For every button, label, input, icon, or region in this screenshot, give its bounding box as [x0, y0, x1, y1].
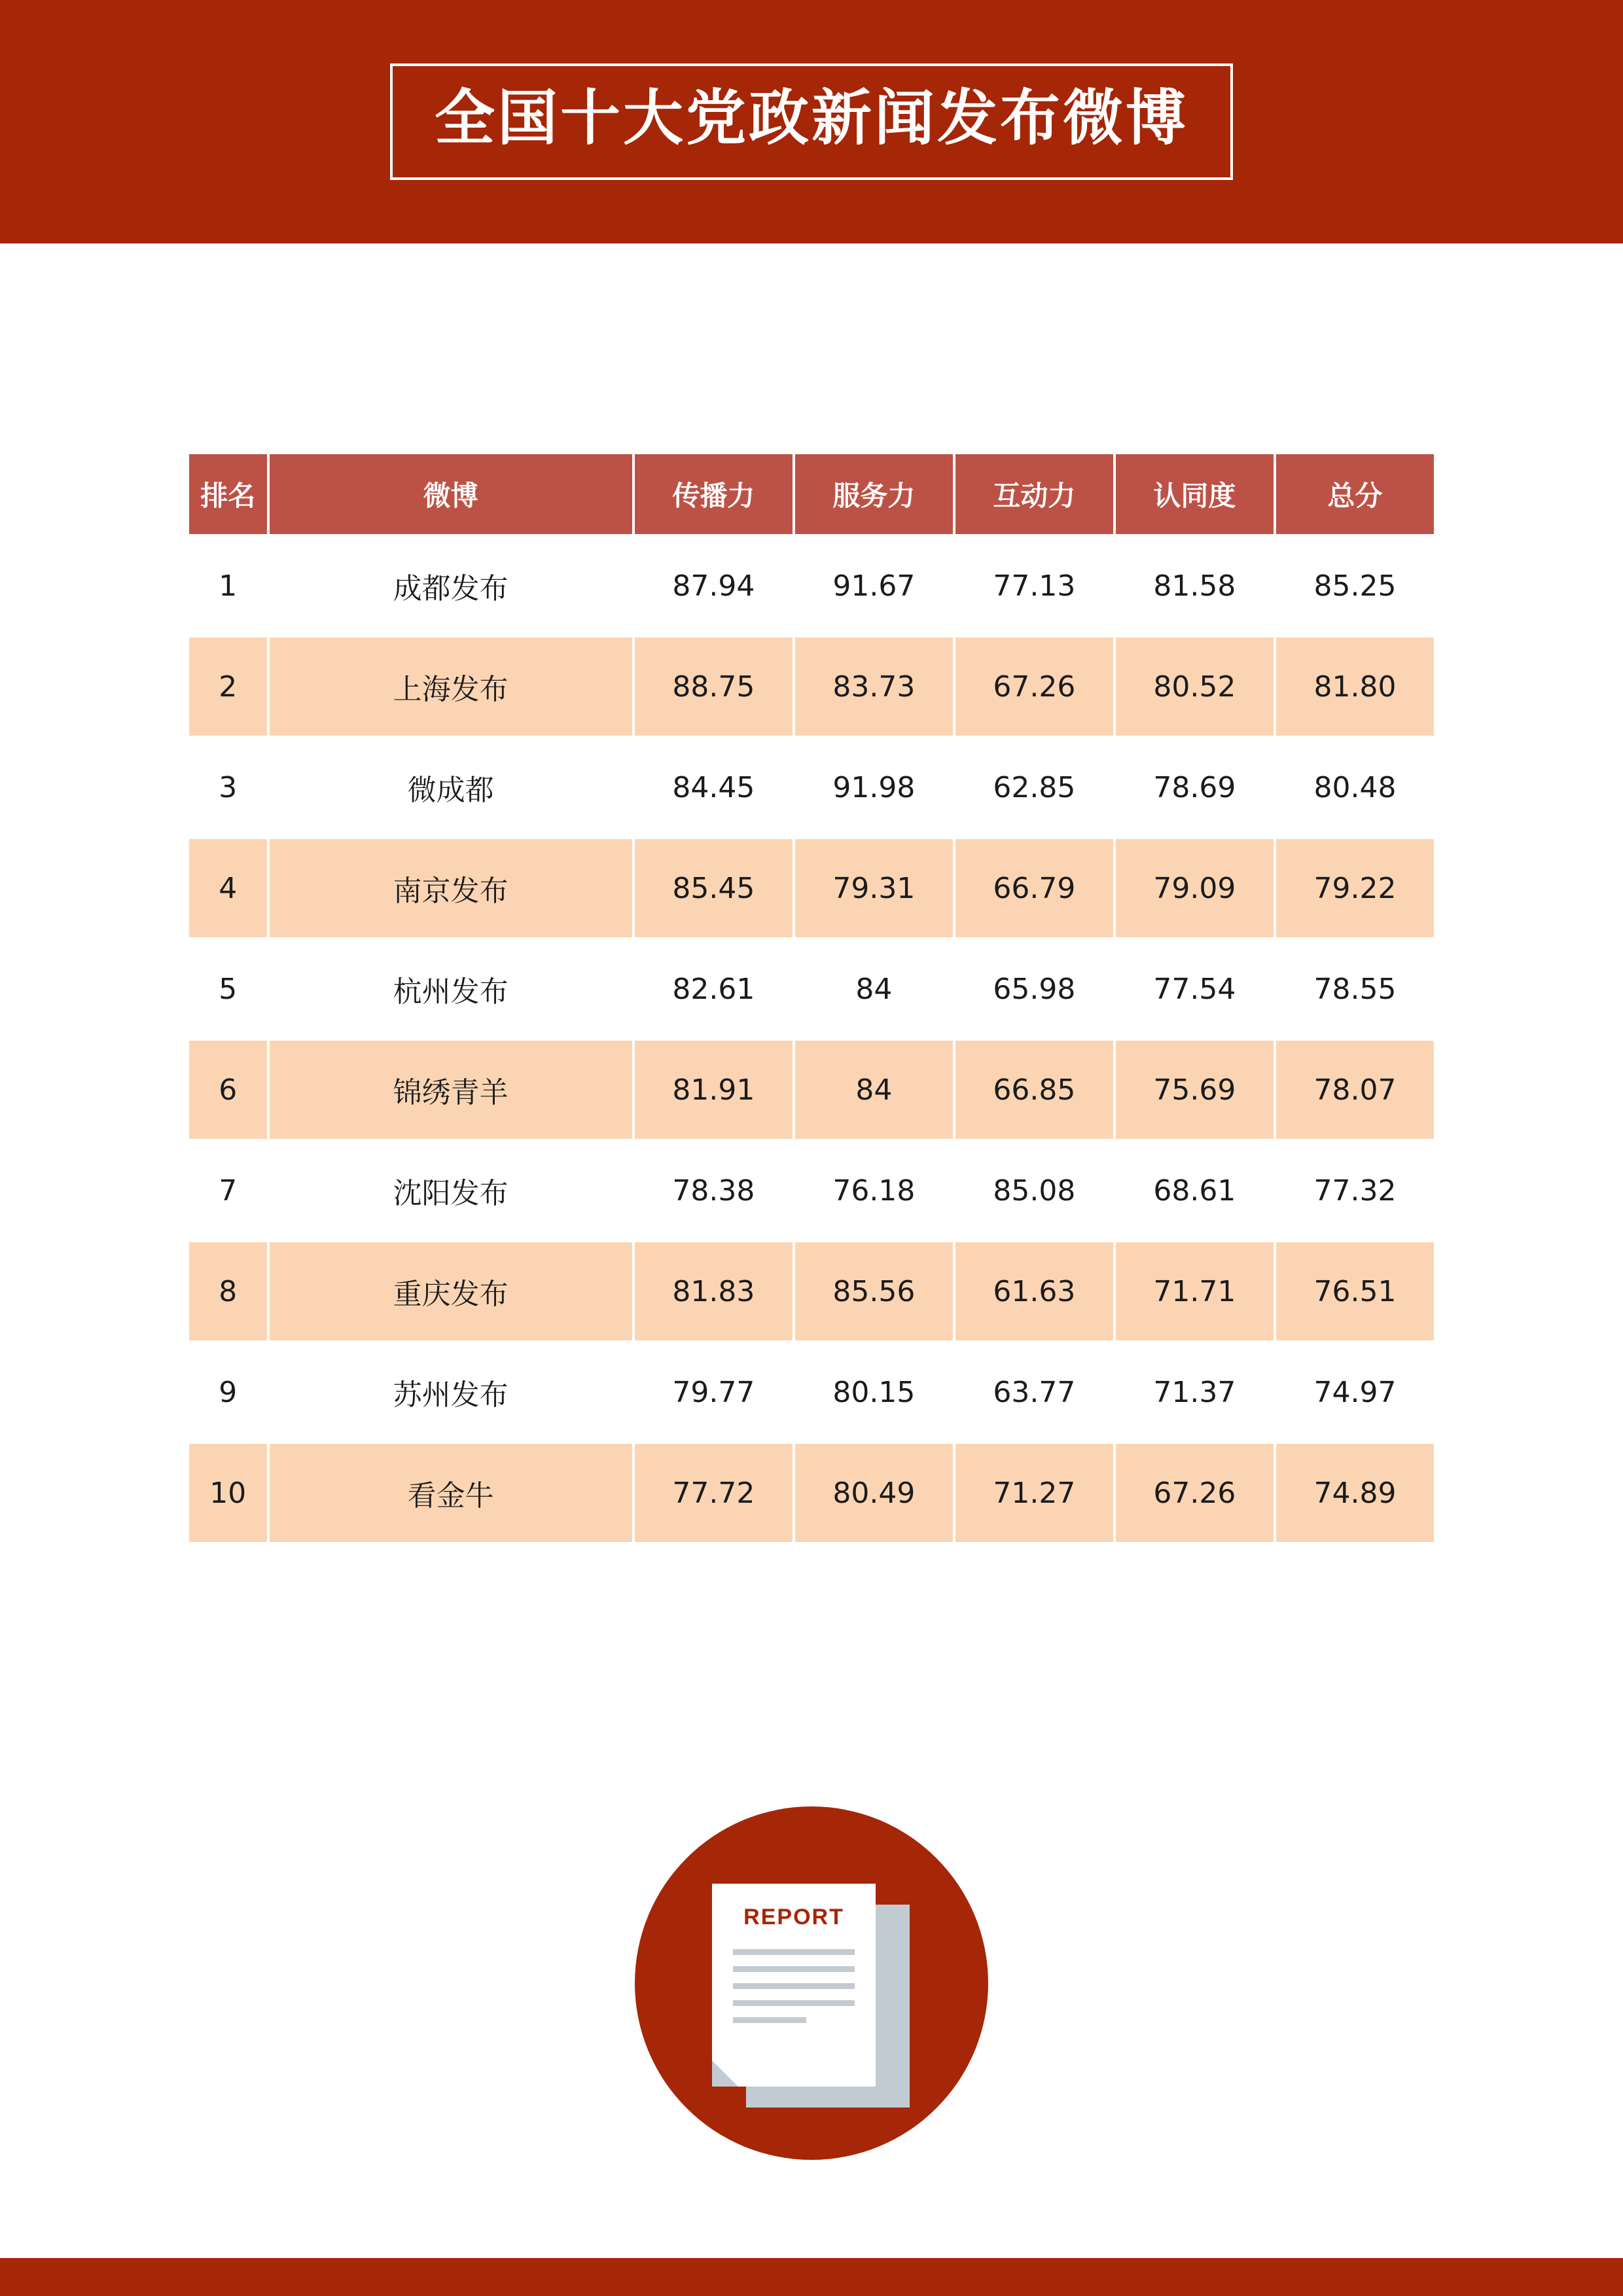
cell-rank: 1: [189, 537, 267, 635]
cell-interaction: 62.85: [955, 738, 1113, 836]
cell-service: 91.98: [795, 738, 953, 836]
cell-identity: 75.69: [1116, 1041, 1274, 1139]
column-header-total: 总分: [1276, 454, 1434, 534]
report-badge-area: [0, 1806, 1623, 2160]
cell-spread: 85.45: [635, 839, 793, 937]
cell-weibo-name: 杭州发布: [270, 940, 632, 1038]
header-band: [0, 0, 1623, 243]
cell-identity: 71.71: [1116, 1242, 1274, 1340]
cell-service: 79.31: [795, 839, 953, 937]
table-row: [189, 1343, 1434, 1441]
column-header-interaction: 互动力: [955, 454, 1113, 534]
table-row: [189, 537, 1434, 635]
cell-total: 74.97: [1276, 1343, 1434, 1441]
report-badge-circle: [635, 1806, 988, 2160]
report-label: REPORT: [743, 1905, 844, 1929]
cell-rank: 3: [189, 738, 267, 836]
cell-service: 84: [795, 940, 953, 1038]
cell-interaction: 61.63: [955, 1242, 1113, 1340]
cell-service: 83.73: [795, 637, 953, 736]
cell-identity: 77.54: [1116, 940, 1274, 1038]
cell-service: 91.67: [795, 537, 953, 635]
cell-service: 84: [795, 1041, 953, 1139]
document-text-lines-icon: [733, 1949, 855, 2034]
cell-rank: 4: [189, 839, 267, 937]
table-row: [189, 1141, 1434, 1240]
cell-spread: 79.77: [635, 1343, 793, 1441]
footer-band: [0, 2258, 1623, 2296]
table-row: [189, 1242, 1434, 1340]
column-header-spread: 传播力: [635, 454, 793, 534]
cell-identity: 80.52: [1116, 637, 1274, 736]
cell-spread: 81.91: [635, 1041, 793, 1139]
cell-rank: 2: [189, 637, 267, 736]
cell-weibo-name: 上海发布: [270, 637, 632, 736]
cell-total: 77.32: [1276, 1141, 1434, 1240]
cell-interaction: 63.77: [955, 1343, 1113, 1441]
cell-service: 80.49: [795, 1444, 953, 1542]
cell-interaction: 71.27: [955, 1444, 1113, 1542]
cell-rank: 10: [189, 1444, 267, 1542]
cell-service: 85.56: [795, 1242, 953, 1340]
column-header-weibo: 微博: [270, 454, 632, 534]
cell-interaction: 85.08: [955, 1141, 1113, 1240]
cell-interaction: 77.13: [955, 537, 1113, 635]
cell-weibo-name: 看金牛: [270, 1444, 632, 1542]
cell-service: 80.15: [795, 1343, 953, 1441]
cell-total: 80.48: [1276, 738, 1434, 836]
cell-rank: 6: [189, 1041, 267, 1139]
cell-identity: 68.61: [1116, 1141, 1274, 1240]
cell-total: 74.89: [1276, 1444, 1434, 1542]
cell-rank: 9: [189, 1343, 267, 1441]
cell-identity: 79.09: [1116, 839, 1274, 937]
column-header-identity: 认同度: [1116, 454, 1274, 534]
table-row: [189, 1444, 1434, 1542]
table-row: [189, 940, 1434, 1038]
cell-total: 76.51: [1276, 1242, 1434, 1340]
cell-weibo-name: 苏州发布: [270, 1343, 632, 1441]
cell-total: 79.22: [1276, 839, 1434, 937]
cell-rank: 8: [189, 1242, 267, 1340]
table-row: [189, 637, 1434, 736]
cell-interaction: 66.85: [955, 1041, 1113, 1139]
table-body: [189, 537, 1434, 1542]
column-header-service: 服务力: [795, 454, 953, 534]
cell-spread: 77.72: [635, 1444, 793, 1542]
cell-weibo-name: 重庆发布: [270, 1242, 632, 1340]
cell-interaction: 66.79: [955, 839, 1113, 937]
ranking-table: [187, 452, 1436, 1545]
cell-interaction: 67.26: [955, 637, 1113, 736]
page-title: 全国十大党政新闻发布微博: [434, 83, 1188, 153]
cell-spread: 78.38: [635, 1141, 793, 1240]
header-title-box: [390, 63, 1233, 180]
cell-identity: 78.69: [1116, 738, 1274, 836]
cell-rank: 5: [189, 940, 267, 1038]
cell-spread: 81.83: [635, 1242, 793, 1340]
cell-weibo-name: 成都发布: [270, 537, 632, 635]
cell-weibo-name: 锦绣青羊: [270, 1041, 632, 1139]
cell-total: 78.55: [1276, 940, 1434, 1038]
cell-identity: 71.37: [1116, 1343, 1274, 1441]
cell-spread: 84.45: [635, 738, 793, 836]
cell-identity: 81.58: [1116, 537, 1274, 635]
table-row: [189, 738, 1434, 836]
table-header-row: [189, 454, 1434, 534]
cell-identity: 67.26: [1116, 1444, 1274, 1542]
cell-total: 81.80: [1276, 637, 1434, 736]
table-header: [189, 454, 1434, 534]
cell-interaction: 65.98: [955, 940, 1113, 1038]
cell-total: 78.07: [1276, 1041, 1434, 1139]
table-row: [189, 1041, 1434, 1139]
cell-spread: 87.94: [635, 537, 793, 635]
cell-spread: 88.75: [635, 637, 793, 736]
cell-weibo-name: 南京发布: [270, 839, 632, 937]
ranking-table-container: [187, 243, 1436, 1545]
cell-total: 85.25: [1276, 537, 1434, 635]
cell-service: 76.18: [795, 1141, 953, 1240]
column-header-rank: 排名: [189, 454, 267, 534]
cell-weibo-name: 微成都: [270, 738, 632, 836]
cell-spread: 82.61: [635, 940, 793, 1038]
cell-rank: 7: [189, 1141, 267, 1240]
cell-weibo-name: 沈阳发布: [270, 1141, 632, 1240]
table-row: [189, 839, 1434, 937]
